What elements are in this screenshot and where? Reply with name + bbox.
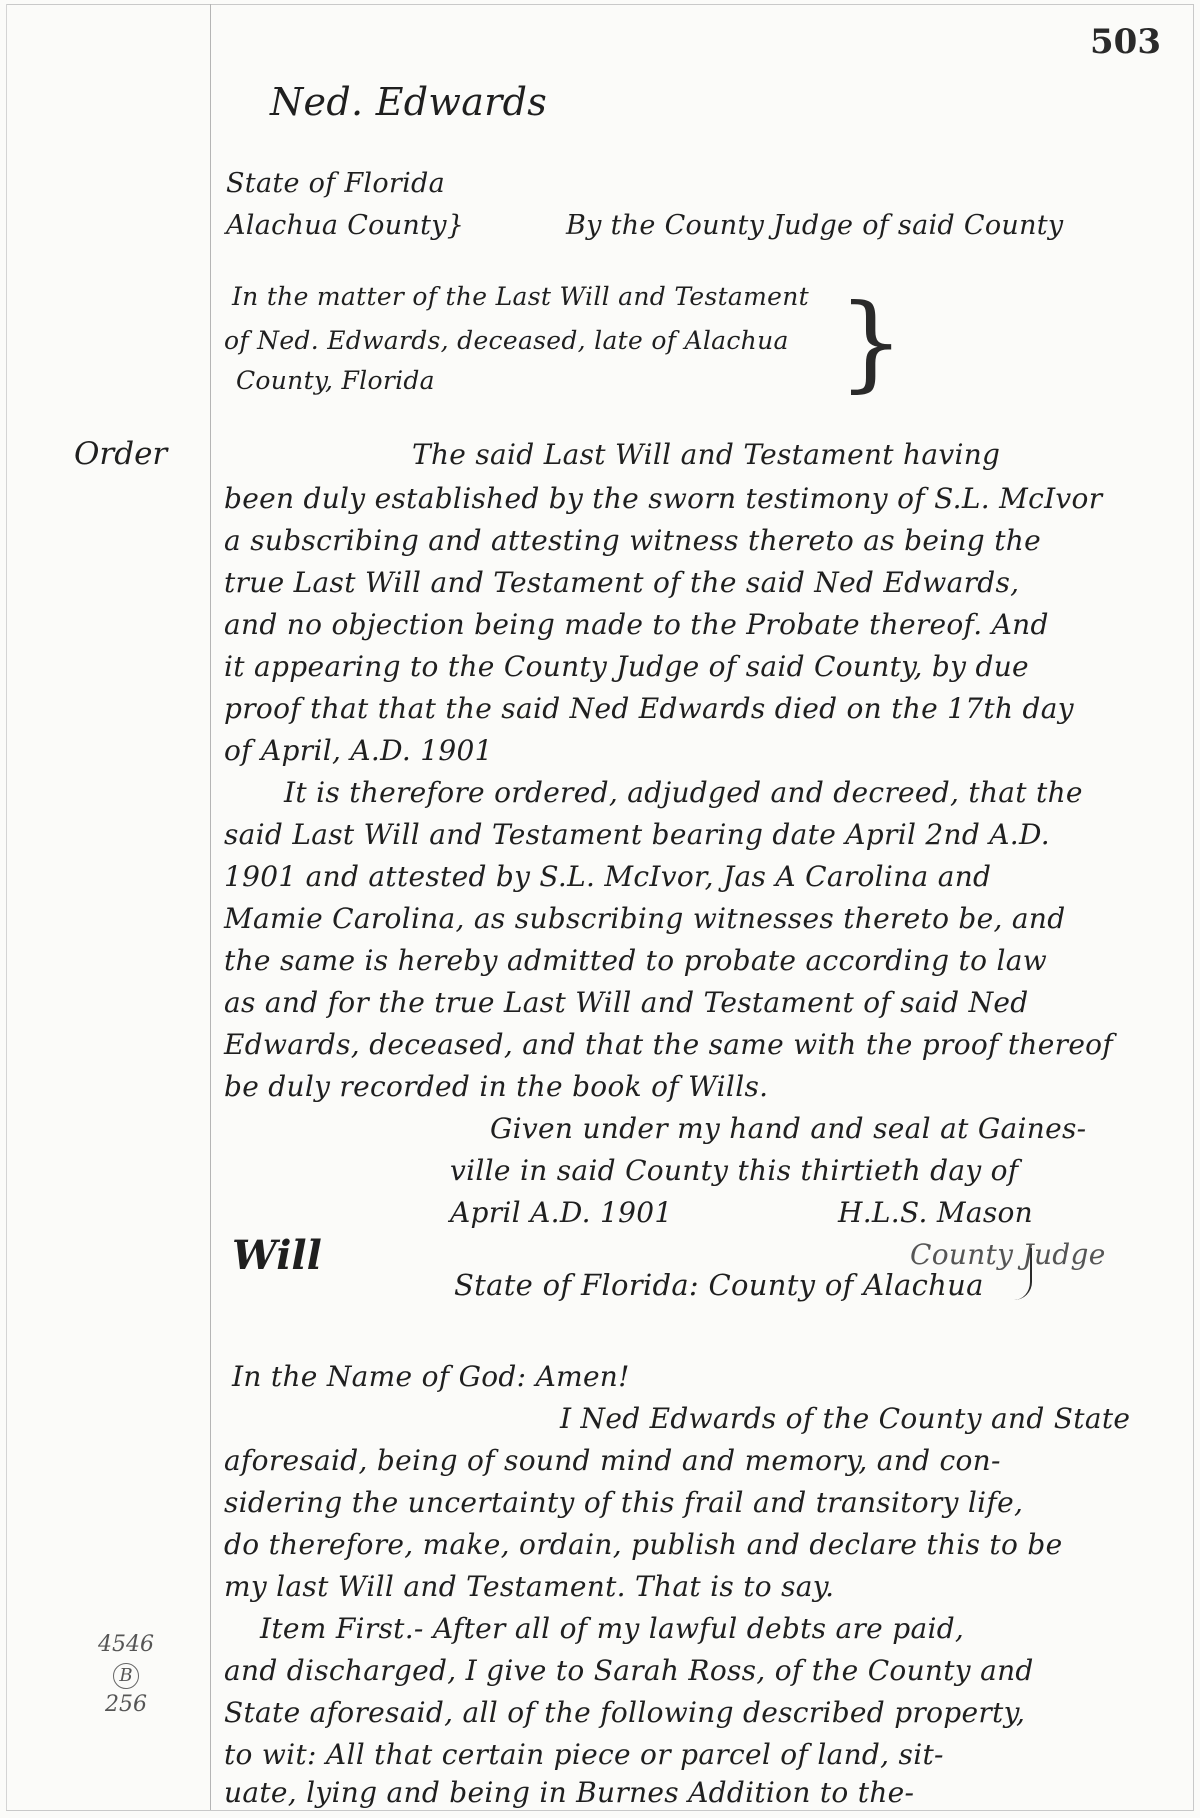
margin-rule (210, 4, 211, 1810)
will-line-9: to wit: All that certain piece or parcel of land, sit- (224, 1738, 944, 1771)
order-line-11: 1901 and attested by S.L. McIvor, Jas A Carolina and (224, 860, 992, 893)
judge-signature: H.L.S. Mason (838, 1196, 1034, 1229)
will-line-7: and discharged, I give to Sarah Ross, of the County and (224, 1654, 1034, 1687)
page-border-bottom (6, 1810, 1194, 1811)
order-line-10: said Last Will and Testament bearing date April 2nd A.D. (224, 818, 1050, 851)
will-line-2: aforesaid, being of sound mind and memory, and con- (224, 1444, 1001, 1477)
order-line-4: true Last Will and Testament of the said Ned Edwards, (224, 566, 1020, 599)
order-line-14: as and for the true Last Will and Testament of said Ned (224, 986, 1029, 1019)
record-title: Ned. Edwards (270, 80, 548, 124)
order-date: April A.D. 1901 (450, 1196, 673, 1229)
caption-county: Alachua County} (226, 210, 465, 241)
order-line-13: the same is hereby admitted to probate according to law (224, 944, 1047, 977)
file-number-1: 4546 (98, 1632, 154, 1657)
will-line-3: sidering the uncertainty of this frail and transitory life, (224, 1486, 1024, 1519)
caption-judge: By the County Judge of said County (566, 210, 1064, 241)
given-line-2: ville in said County this thirtieth day of (450, 1154, 1019, 1187)
judge-title: County Judge (910, 1238, 1106, 1271)
order-line-16: be duly recorded in the book of Wills. (224, 1070, 769, 1103)
will-line-8: State aforesaid, all of the following described property, (224, 1696, 1026, 1729)
order-line-6: it appearing to the County Judge of said County, by due (224, 650, 1029, 683)
order-line-3: a subscribing and attesting witness thereto as being the (224, 524, 1041, 557)
order-line-2: been duly established by the sworn testimony of S.L. McIvor (224, 482, 1103, 515)
page-border-left (6, 4, 7, 1810)
matter-line-3: County, Florida (236, 366, 435, 395)
will-line-5: my last Will and Testament. That is to say. (224, 1570, 835, 1603)
given-line-1: Given under my hand and seal at Gaines- (490, 1112, 1087, 1145)
file-reference-numbers (86, 1630, 166, 1720)
order-line-5: and no objection being made to the Probate thereof. And (224, 608, 1049, 641)
will-heading: State of Florida: County of Alachua (454, 1268, 984, 1302)
will-label: Will (232, 1232, 322, 1279)
order-line-15: Edwards, deceased, and that the same with the proof thereof (224, 1028, 1114, 1061)
order-line-8: of April, A.D. 1901 (224, 734, 493, 767)
will-line-10: uate, lying and being in Burnes Addition to the- (224, 1776, 915, 1809)
matter-line-2: of Ned. Edwards, deceased, late of Alachua (224, 326, 789, 355)
will-line-6: Item First.- After all of my lawful debts are paid, (260, 1612, 965, 1645)
file-book-letter: B (113, 1663, 139, 1689)
order-line-9: It is therefore ordered, adjudged and decreed, that the (284, 776, 1083, 809)
page-border-top (6, 4, 1194, 5)
matter-line-1: In the matter of the Last Will and Testament (232, 282, 809, 311)
will-line-1: I Ned Edwards of the County and State (560, 1402, 1131, 1435)
page-border-right (1193, 4, 1194, 1810)
page-number: 503 (1090, 22, 1161, 62)
will-line-4: do therefore, make, ordain, publish and declare this to be (224, 1528, 1063, 1561)
caption-state: State of Florida (226, 168, 446, 199)
will-invocation: In the Name of God: Amen! (232, 1360, 630, 1393)
order-margin-label: Order (74, 436, 168, 472)
order-line-12: Mamie Carolina, as subscribing witnesses thereto be, and (224, 902, 1066, 935)
matter-brace: } (838, 281, 905, 403)
order-line-1: The said Last Will and Testament having (412, 438, 1001, 471)
order-line-7: proof that that the said Ned Edwards died on the 17th day (224, 692, 1074, 725)
file-number-2: 256 (105, 1692, 147, 1717)
heading-flourish (1010, 1248, 1032, 1300)
